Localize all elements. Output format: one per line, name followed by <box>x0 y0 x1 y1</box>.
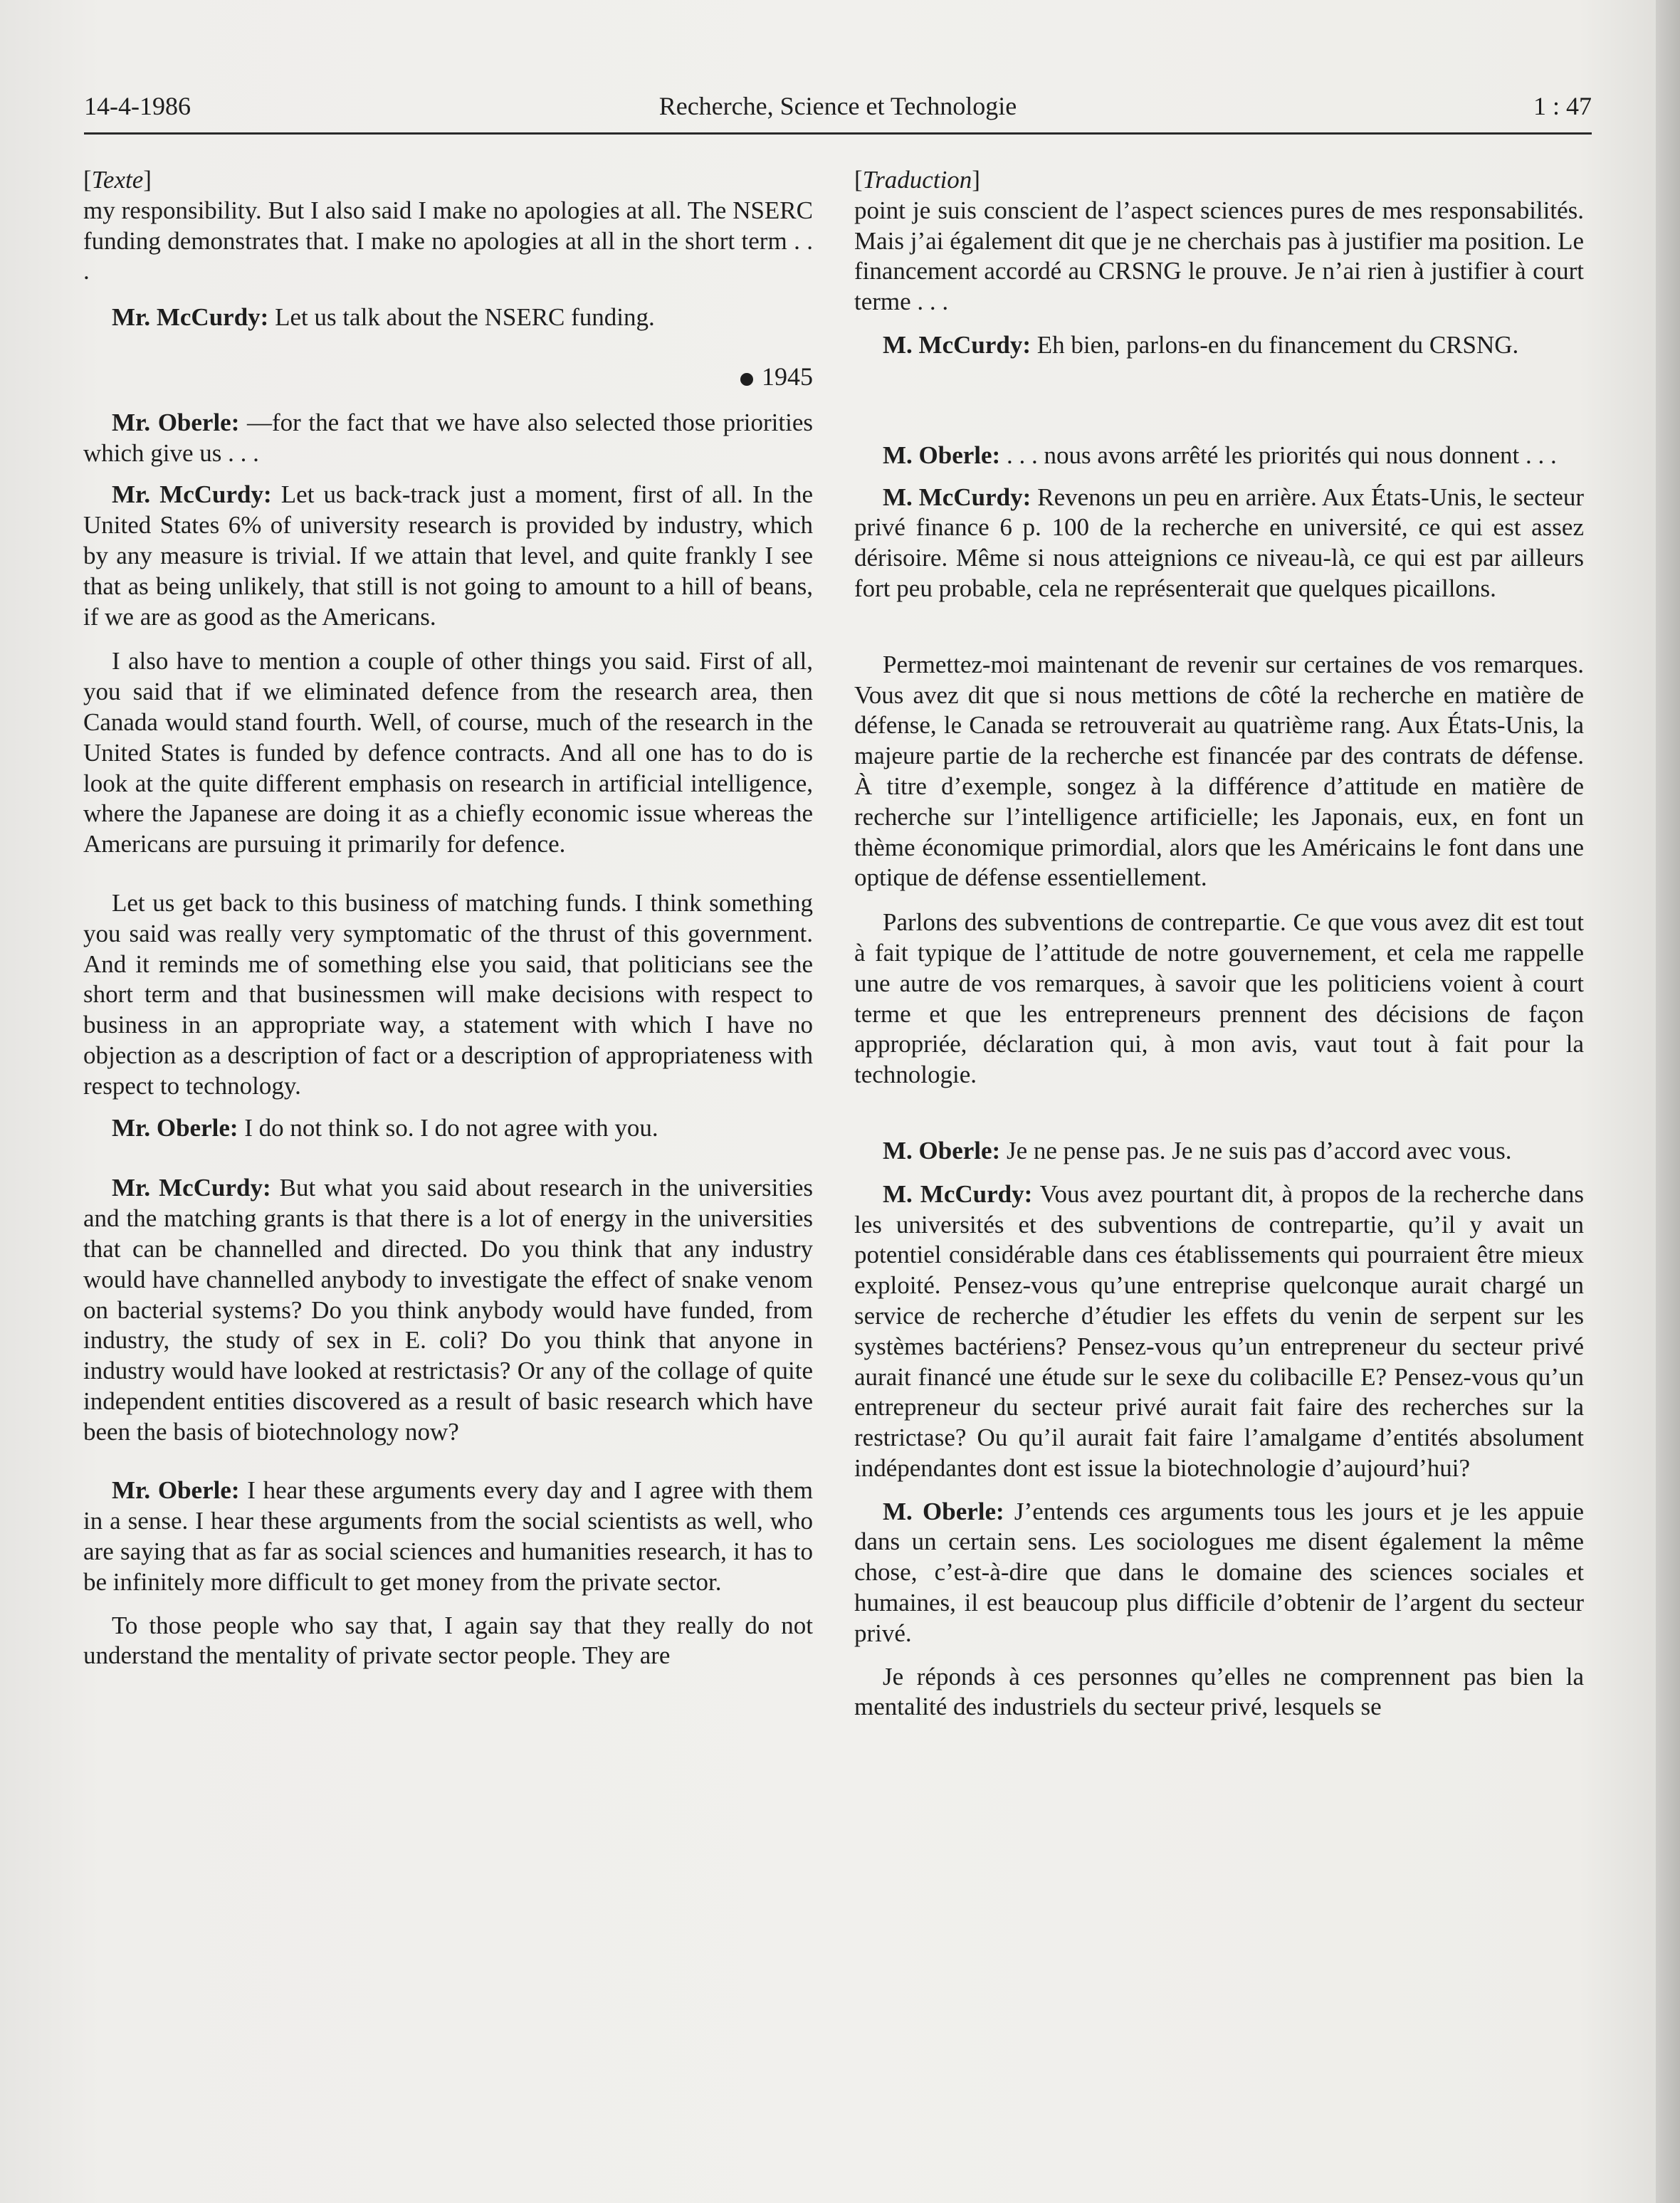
header-title: Recherche, Science et Technologie <box>658 92 1017 120</box>
speaker-paragraph: M. Oberle: . . . nous avons arrêté les priorités qui nous donnent . . . <box>883 441 1557 469</box>
paragraph: I also have to mention a couple of other things you said. First of all, you said that if we eliminated defence from the research area, then Canada would stand fourth. Well, of course, much of the research in the United States is funded by defence contracts. And all one has to do is look at the quite different emphasis on research in artificial intelligence, where the Japanese are doing it as a chiefly economic issue whereas the Americans are pursuing it primarily for defence. <box>83 647 813 858</box>
paragraph: Je réponds à ces personnes qu’elles ne comprennent pas bien la mentalité des industriels du secteur privé, lesquels se <box>854 1662 1584 1721</box>
speaker-paragraph: Mr. McCurdy: But what you said about research in the universities and the matching grants is that there is a lot of energy in the universities that can be channelled and directed. Do you think that any industry would have channelled anybody to investigate the effect of snake venom on bacterial systems? Do you think anybody would have funded, from industry, the study of sex in E. coli? Do you think that anyone in industry would have looked at restrictasis? Or any of the collage of quite independent entities discovered as a result of basic research which have been the basis of biotechnology now? <box>83 1174 813 1446</box>
english-column <box>83 165 813 1671</box>
paragraph: To those people who say that, I again say that they really do not understand the mentality of private sector people. They are <box>83 1611 813 1670</box>
running-header <box>84 88 1592 135</box>
french-column <box>854 165 1584 1723</box>
speaker-paragraph: Mr. McCurdy: Let us back-track just a moment, first of all. In the United States 6% of university research is provided by industry, which by any measure is trivial. If we attain that level, and quite frankly I see that as being unlikely, that still is not going to amount to a hill of beans, if we are as good as the Americans. <box>83 480 813 631</box>
bullet-icon <box>740 373 753 386</box>
speaker-paragraph: M. McCurdy: Eh bien, parlons-en du financement du CRSNG. <box>883 330 1519 359</box>
speaker-paragraph: M. McCurdy: Revenons un peu en arrière. Aux États-Unis, le secteur privé finance 6 p. 100 de la recherche en université, ce qui est assez dérisoire. Même si nous atteignions ce niveau-là, ce qui est par ailleurs fort peu probable, cela ne représenterait que quelques picaillons. <box>854 483 1584 602</box>
section-tag: [Texte] <box>83 166 152 194</box>
paragraph: Permettez-moi maintenant de revenir sur certaines de vos remarques. Vous avez dit que si nous mettions de côté la recherche en matière de défense, le Canada se retrouverait au quatrième rang. Aux États-Unis, la majeure partie de la recherche est financée par des contrats de défense. À titre d’exemple, songez à la différence d’attitude en matière de recherche sur l’intelligence artificielle; les Japonais, eux, en font un thème économique primordial, alors que les Américains le font dans une optique de défense essentiellement. <box>854 650 1584 892</box>
time-marker: 1945 <box>83 362 813 392</box>
paragraph: Let us get back to this business of matching funds. I think something you said was really very symptomatic of the thrust of this government. And it reminds me of something else you said, that politicians see the short term and that businessmen will make decisions with respect to business in an appropriate way, a statement with which I have no objection as a description of fact or a description of appropriateness with respect to technology. <box>83 888 813 1100</box>
speaker-paragraph: Mr. Oberle: I hear these arguments every day and I agree with them in a sense. I hear these arguments from the social scientists as well, who are saying that as far as social sciences and humanities research, it has to be infinitely more difficult to get money from the private sector. <box>83 1476 814 1596</box>
speaker-paragraph: Mr. McCurdy: Let us talk about the NSERC funding. <box>112 303 655 332</box>
header-date: 14-4-1986 <box>84 92 191 120</box>
speaker-paragraph: Mr. Oberle: —for the fact that we have also selected those priorities which give us . . . <box>83 408 813 467</box>
section-tag: [Traduction] <box>854 166 980 194</box>
speaker-paragraph: M. Oberle: J’entends ces arguments tous les jours et je les appuie dans un certain sens. Les sociologues me disent également la même chose, c’est-à-dire que dans le domaine des sciences sociales et humaines, il est beaucoup plus difficile d’obtenir de l’argent du secteur privé. <box>854 1497 1584 1647</box>
speaker-paragraph: M. McCurdy: Vous avez pourtant dit, à propos de la recherche dans les universités et des subventions de contrepartie, qu’il y avait un potentiel considérable dans ces établissements qui pourraient être mieux exploité. Pensez-vous qu’une entreprise quelconque aurait chargé un service de recherche d’étudier les effets du venin de serpent sur les systèmes bactériens? Pensez-vous qu’un entrepreneur du secteur privé aurait financé une étude sur le sexe du colibacille E? Pensez-vous qu’un entrepreneur du secteur privé aurait fait faire des recherches sur la restrictase? Ou qu’il aurait fait faire l’amalgame d’entités absolument indépendantes dont est issue la biotechnologie d’aujourd’hui? <box>854 1179 1584 1482</box>
speaker-paragraph: M. Oberle: Je ne pense pas. Je ne suis pas d’accord avec vous. <box>883 1136 1512 1164</box>
page-edge <box>1656 0 1680 2203</box>
paragraph: my responsibility. But I also said I make no apologies at all. The NSERC funding demonstrates that. I make no apologies at all in the short term . . . <box>83 196 813 285</box>
header-page-number: 1 : 47 <box>1533 92 1592 120</box>
paragraph: point je suis conscient de l’aspect sciences pures de mes responsabilités. Mais j’ai également dit que je ne cherchais pas à justifier ma position. Le financement accordé au CRSNG le prouve. Je n’ai rien à justifier à court terme . . . <box>854 196 1584 316</box>
speaker-paragraph: Mr. Oberle: I do not think so. I do not agree with you. <box>112 1113 658 1142</box>
paragraph: Parlons des subventions de contrepartie. Ce que vous avez dit est tout à fait typique de l’attitude de notre gouvernement, et cela me rappelle une autre de vos remarques, à savoir que les politiciens voient à court terme et que les entrepreneurs prennent des décisions de façon appropriée, déclaration qui, à mon avis, vaut tout à fait pour la technologie. <box>854 908 1584 1089</box>
